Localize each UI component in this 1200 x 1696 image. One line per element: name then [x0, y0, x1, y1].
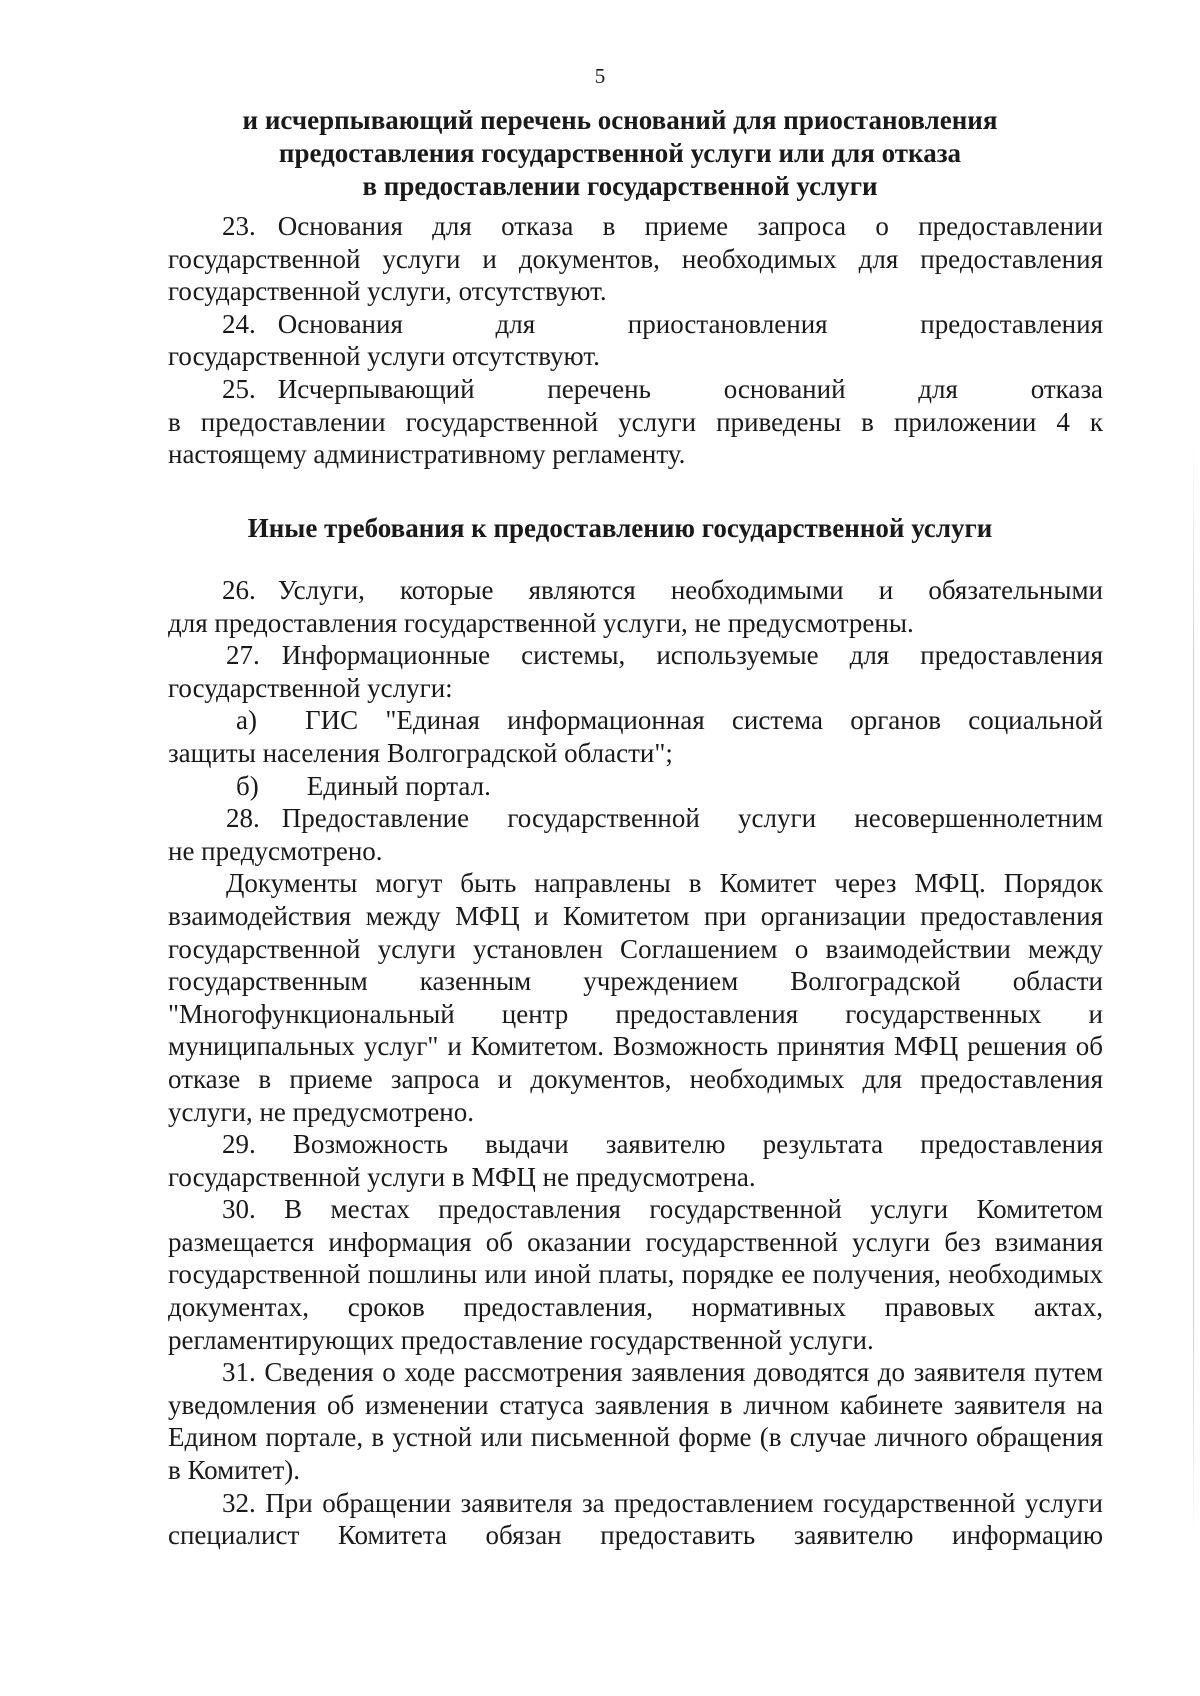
clause-text: для предоставления государственной услуги, не предусмотрены.: [168, 607, 914, 638]
clause-first-line: Основания для отказа в приеме запроса о предоставлении: [277, 211, 1103, 241]
clause-text: в предоставлении государственной услуги приведены в приложении 4 к настоящему административному регламенту.: [168, 406, 1103, 470]
clause-25: [168, 373, 1103, 471]
requirements-block: [168, 574, 1103, 1552]
clause-28-mfc-paragraph: Документы могут быть направлены в Комитет через МФЦ. Порядок взаимодействия между МФЦ и Комитетом при организации предоставления государственной услуги установлен Соглашением о взаимодействии между государственным казенным учреждением Волгоградской области "Многофункциональный центр предоставления государственных и муниципальных услуг" и Комитетом. Возможность принятия МФЦ решения об отказе в приеме запроса и документов, необходимых для предоставления услуги, не предусмотрено.: [168, 868, 1103, 1127]
page-number: 5: [594, 64, 606, 88]
grounds-block: [168, 210, 1103, 471]
clause-number: 27.: [226, 640, 260, 671]
section-heading-other-requirements: Иные требования к предоставлению государственной услуги: [247, 513, 993, 543]
clause-27: [168, 639, 1103, 704]
clause-first-line: Основания для приостановления предоставления: [277, 308, 1103, 339]
clause-first-line: Услуги, которые являются необходимыми и обязательными: [277, 575, 1103, 605]
clause-text: государственной услуги отсутствуют.: [168, 341, 600, 372]
clause-number: 23.: [222, 211, 256, 241]
clause-first-line: Исчерпывающий перечень оснований для отказа: [277, 373, 1103, 404]
clause-first-line: Информационные системы, используемые для предоставления: [281, 640, 1103, 671]
clause-23: [168, 210, 1103, 308]
clause-number: 24.: [222, 308, 256, 339]
clause-text: не предусмотрено.: [168, 835, 383, 866]
section-heading-grounds: [160, 104, 1080, 203]
clause-30: 30. В местах предоставления государственной услуги Комитетом размещается информация об оказании государственной услуги без взимания государственной пошлины или иной платы, порядке ее получения, необходимых документах, сроков предоставления, нормативных правовых актах, регламентирующих предоставление государственной услуги.: [168, 1194, 1103, 1355]
clause-27-b: [168, 770, 1103, 803]
clause-first-line: Единый портал.: [306, 770, 491, 801]
subclause-letter: а): [236, 705, 257, 736]
heading-line: и исчерпывающий перечень оснований для приостановления: [242, 105, 998, 135]
clause-text: защиты населения Волгоградской области";: [168, 737, 673, 768]
scan-edge-line: [1193, 440, 1194, 1540]
clause-27-a: [168, 704, 1103, 769]
clause-number: 26.: [222, 575, 256, 605]
clause-text: государственной услуги и документов, необходимых для предоставления государственной услуги, отсутствуют.: [168, 243, 1103, 307]
clause-31: 31. Сведения о ходе рассмотрения заявления доводятся до заявителя путем уведомления об изменении статуса заявления в личном кабинете заявителя на Едином портале, в устной или письменной форме (в случае личного обращения в Комитет).: [168, 1357, 1103, 1486]
clause-29: 29. Возможность выдачи заявителю результата предоставления государственной услуги в МФЦ не предусмотрена.: [168, 1129, 1103, 1192]
clause-28: [168, 802, 1103, 867]
clause-32: 32. При обращении заявителя за предоставлением государственной услуги специалист Комитета обязан предоставить заявителю информацию: [168, 1487, 1103, 1551]
clause-24: [168, 308, 1103, 373]
clause-26: [168, 574, 1103, 639]
clause-first-line: Предоставление государственной услуги несовершеннолетним: [281, 803, 1103, 834]
clause-number: 25.: [222, 373, 256, 404]
heading-line: предоставления государственной услуги или для отказа: [278, 138, 962, 168]
heading-line: в предоставлении государственной услуги: [362, 171, 878, 201]
clause-text: государственной услуги:: [168, 672, 453, 703]
subclause-letter: б): [236, 770, 259, 801]
clause-first-line: ГИС "Единая информационная система органов социальной: [304, 705, 1103, 736]
clause-number: 28.: [226, 803, 260, 834]
